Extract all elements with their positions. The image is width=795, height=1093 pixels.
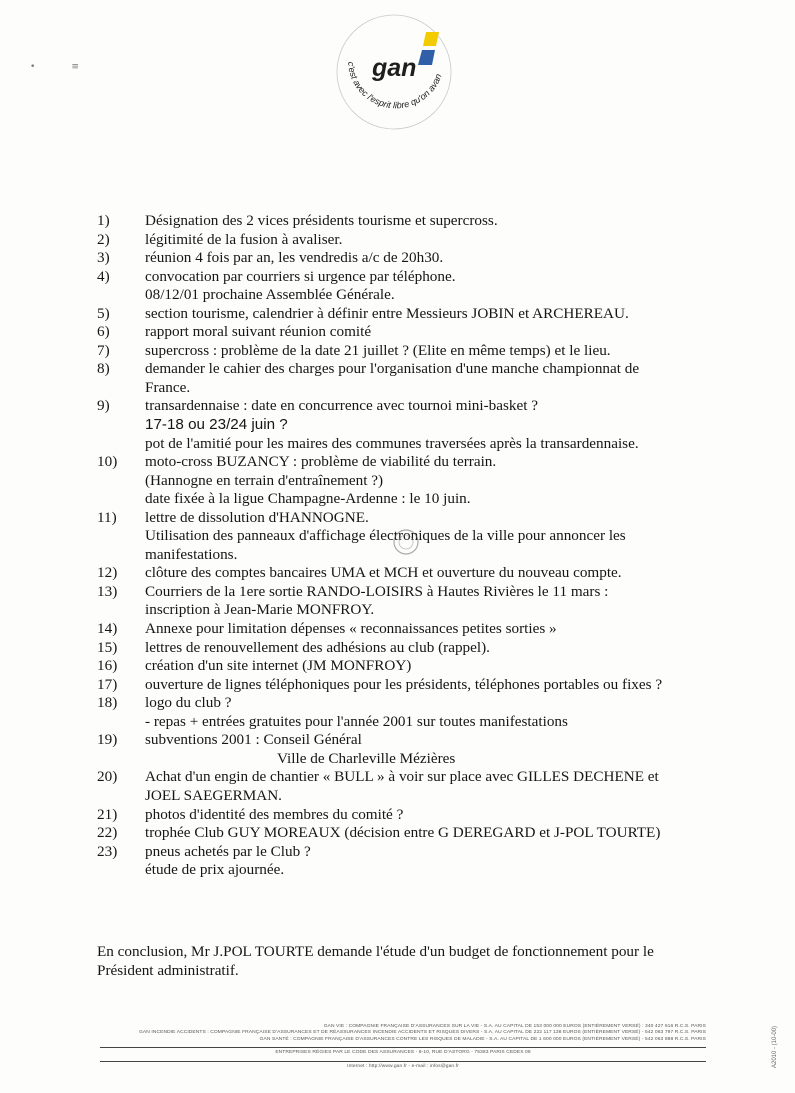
item-number: 23) (97, 842, 118, 860)
item-line: Ville de Charleville Mézières (277, 749, 456, 767)
item-line: section tourisme, calendrier à définir entre Messieurs JOBIN et ARCHEREAU. (145, 304, 629, 322)
item-line: France. (145, 378, 191, 396)
item-line: convocation par courriers si urgence par téléphone. (145, 267, 456, 285)
list-item (97, 231, 717, 250)
item-number: 2) (97, 230, 110, 248)
item-text (145, 620, 717, 639)
list-item (97, 694, 717, 731)
item-number: 12) (97, 564, 118, 582)
item-text (145, 268, 717, 305)
form-reference-code: A2010 - (10-00) (772, 1025, 778, 1068)
item-text (145, 453, 717, 509)
list-item (97, 676, 717, 695)
item-text (145, 657, 717, 676)
item-number: 8) (97, 360, 110, 378)
scan-specks: • ≡ (30, 62, 79, 72)
item-text (145, 824, 717, 843)
item-number: 1) (97, 212, 110, 229)
item-number: 7) (97, 341, 110, 359)
list-item (97, 564, 717, 583)
item-text (145, 676, 717, 695)
item-text (145, 305, 717, 324)
item-text (145, 731, 717, 768)
list-item (97, 212, 717, 231)
item-line: Annexe pour limitation dépenses « reconnaissances petites sorties » (145, 620, 557, 638)
item-line: - repas + entrées gratuites pour l'année 2001 sur toutes manifestations (145, 712, 568, 730)
item-text (145, 360, 717, 397)
list-item (97, 731, 717, 768)
item-line: photos d'identité des membres du comité ? (145, 805, 404, 823)
item-text (145, 342, 717, 361)
item-number: 16) (97, 657, 118, 675)
item-text (145, 212, 717, 231)
item-number: 20) (97, 768, 118, 786)
list-item (97, 657, 717, 676)
item-number: 19) (97, 731, 118, 749)
list-item (97, 397, 717, 453)
item-number: 15) (97, 638, 118, 656)
item-number: 13) (97, 582, 118, 600)
item-line: (Hannogne en terrain d'entraînement ?) (145, 471, 384, 489)
item-line: légitimité de la fusion à avaliser. (145, 230, 343, 248)
footer-contact: Internet : http://www.gan.fr - e-mail : infos@gan.fr (347, 1063, 459, 1069)
item-line: 17-18 ou 23/24 juin ? (145, 416, 288, 434)
item-line: Utilisation des panneaux d'affichage électroniques de la ville pour annoncer les (145, 527, 626, 545)
item-number: 3) (97, 249, 110, 267)
list-item (97, 806, 717, 825)
list-item (97, 305, 717, 324)
footer-line: GAN VIE : COMPAGNIE FRANÇAISE D'ASSURANCES SUR LA VIE - S.A. AU CAPITAL DE 153 000 000 EUROS (ENTIÈREMENT VERSÉ) : 340 427 616 R.C.S. PARIS (323, 1024, 706, 1029)
footer-line: GAN SANTÉ : COMPAGNIE FRANÇAISE D'ASSURANCES CONTRE LES RISQUES DE MALADIE - S.A. AU CAPITAL DE 1 600 000 EUROS (ENTIÈREMENT VERSÉ) - 542 063 888 R.C.S. PARIS (259, 1036, 706, 1042)
item-line: pneus achetés par le Club ? (145, 842, 311, 860)
logo-slogan: c'est avec l'esprit libre qu'on avan (345, 61, 444, 111)
item-line: JOEL SAEGERMAN. (145, 786, 282, 804)
footer-line: GAN INCENDIE ACCIDENTS : COMPAGNIE FRANÇAISE D'ASSURANCES ET DE RÉASSURANCES INCENDIE ACCIDENTS ET RISQUES DIVERS - S.A. AU CAPITAL DE 222 117 138 EUROS (ENTIÈREMENT VERSÉ) - 542 063 797 R.C.S. PARIS (139, 1030, 706, 1036)
item-text (145, 397, 717, 453)
item-line: manifestations. (145, 545, 238, 563)
item-line: étude de prix ajournée. (145, 861, 285, 879)
item-text (145, 564, 717, 583)
list-item (97, 323, 717, 342)
item-number: 6) (97, 323, 110, 341)
item-text (145, 843, 717, 880)
watermark-stamp-icon (392, 528, 420, 556)
item-line: Désignation des 2 vices présidents tourisme et supercross. (145, 212, 498, 229)
item-line: Courriers de la 1ere sortie RANDO-LOISIRS à Hautes Rivières le 11 mars : (145, 582, 609, 600)
gan-logo (336, 12, 456, 132)
item-number: 18) (97, 694, 118, 712)
list-item (97, 824, 717, 843)
list-item (97, 360, 717, 397)
item-text (145, 231, 717, 250)
item-number: 10) (97, 453, 118, 471)
item-line: pot de l'amitié pour les maires des communes traversées après la transardennaise. (145, 434, 639, 452)
item-line: réunion 4 fois par an, les vendredis a/c de 20h30. (145, 249, 444, 267)
item-line: 08/12/01 prochaine Assemblée Générale. (145, 286, 395, 304)
item-number: 21) (97, 805, 118, 823)
list-item (97, 453, 717, 509)
item-line: ouverture de lignes téléphoniques pour les présidents, téléphones portables ou fixes ? (145, 675, 663, 693)
item-line: date fixée à la ligue Champagne-Ardenne : le 10 juin. (145, 490, 471, 508)
item-line: demander le cahier des charges pour l'organisation d'une manche championnat de (145, 360, 640, 378)
item-text (145, 639, 717, 658)
item-line: création d'un site internet (JM MONFROY) (145, 657, 412, 675)
list-item (97, 768, 717, 805)
legal-footer (100, 1024, 706, 1070)
item-text (145, 694, 717, 731)
item-line: inscription à Jean-Marie MONFROY. (145, 601, 375, 619)
item-text (145, 323, 717, 342)
item-line: supercross : problème de la date 21 juillet ? (Elite en même temps) et le lieu. (145, 341, 611, 359)
logo-wordmark: gan (372, 54, 417, 82)
item-number: 9) (97, 397, 110, 415)
list-item (97, 342, 717, 361)
item-line: lettres de renouvellement des adhésions au club (rappel). (145, 638, 490, 656)
item-text (145, 806, 717, 825)
item-number: 5) (97, 304, 110, 322)
item-line: logo du club ? (145, 694, 232, 712)
item-text (145, 509, 717, 565)
list-item (97, 639, 717, 658)
item-number: 11) (97, 508, 117, 526)
item-number: 4) (97, 267, 110, 285)
item-number: 14) (97, 620, 118, 638)
item-text (145, 249, 717, 268)
item-line: transardennaise : date en concurrence avec tournoi mini-basket ? (145, 397, 539, 415)
list-item (97, 249, 717, 268)
item-line: clôture des comptes bancaires UMA et MCH et ouverture du nouveau compte. (145, 564, 622, 582)
item-text (145, 583, 717, 620)
footer-regulation: ENTREPRISES RÉGIES PAR LE CODE DES ASSURANCES - 8-10, RUE D'ASTORG - 75383 PARIS CEDEX 08 (275, 1050, 531, 1056)
item-line: moto-cross BUZANCY : problème de viabilité du terrain. (145, 453, 497, 471)
list-item (97, 843, 717, 880)
list-item (97, 268, 717, 305)
item-line: rapport moral suivant réunion comité (145, 323, 372, 341)
item-line: lettre de dissolution d'HANNOGNE. (145, 508, 369, 526)
footer-divider (100, 1047, 706, 1048)
item-number: 17) (97, 675, 118, 693)
list-item (97, 620, 717, 639)
list-item (97, 583, 717, 620)
conclusion-paragraph: En conclusion, Mr J.POL TOURTE demande l'étude d'un budget de fonctionnement pour le Président administratif. (97, 943, 654, 979)
item-text (145, 768, 717, 805)
item-line: Achat d'un engin de chantier « BULL » à voir sur place avec GILLES DECHENE et (145, 768, 659, 786)
item-number: 22) (97, 824, 118, 842)
footer-divider (100, 1061, 706, 1062)
item-line: trophée Club GUY MOREAUX (décision entre G DEREGARD et J-POL TOURTE) (145, 824, 661, 842)
item-line: subventions 2001 : Conseil Général (145, 731, 362, 749)
